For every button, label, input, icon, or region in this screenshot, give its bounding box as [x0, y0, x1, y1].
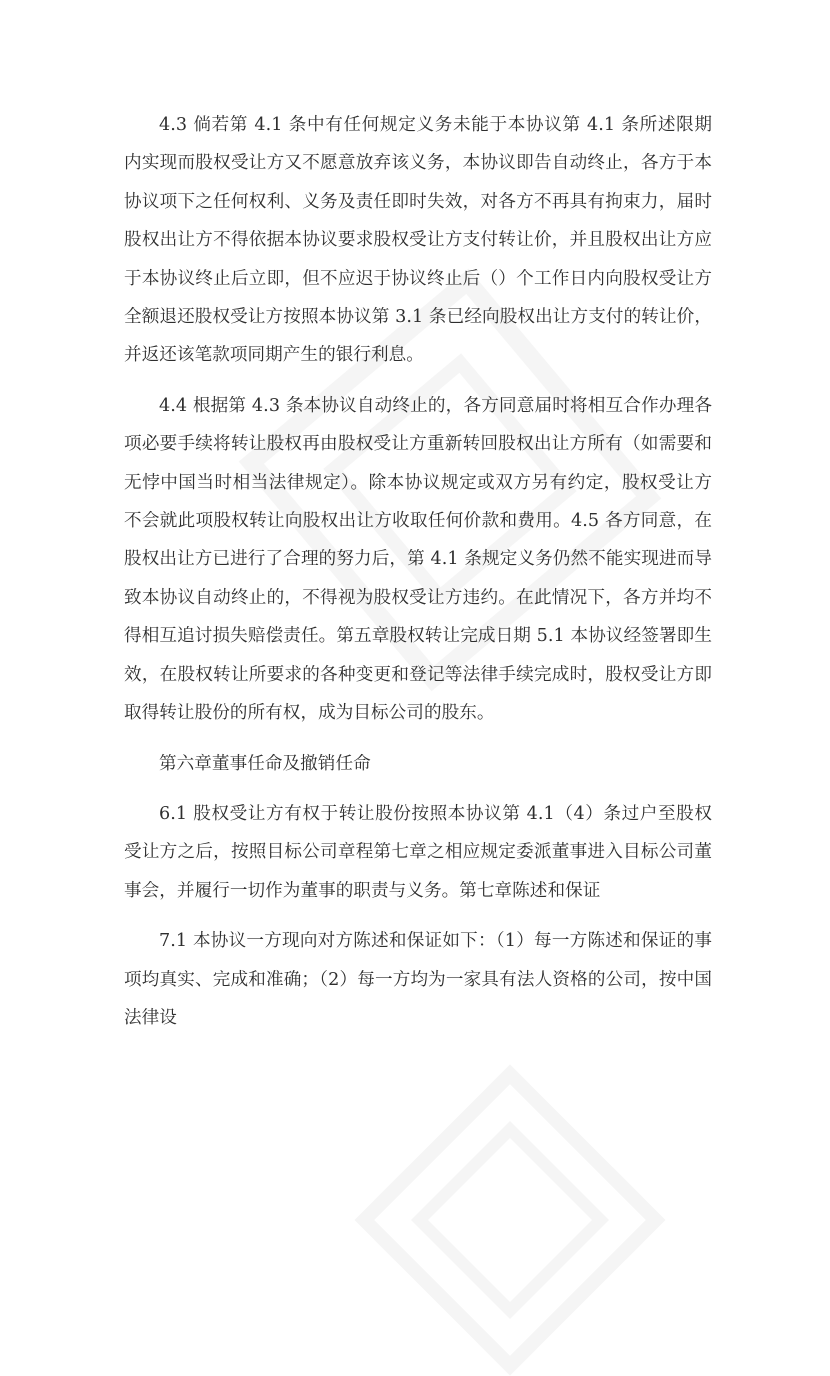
chapter-heading-6: 第六章董事任命及撤销任命: [159, 753, 371, 774]
paragraph-4-3: 4.3 倘若第 4.1 条中有任何规定义务未能于本协议第 4.1 条所述限期内实现而股权受让方又不愿意放弃该义务，本协议即告自动终止，各方于本协议项下之任何权利、义务及责任即时失效，对各方不再具有拘束力，届时 股权出让方不得依据本协议要求股权受让方支付转让价，并且股权出让方应于本协议终止后立即，但不应迟于协议终止后（）个工作日内向股权受让方全额退还股权受让方按照本协议第 3.1 条已经向股权出让方支付的转让价，并返还该笔款项同期产生的银行利息。: [124, 115, 712, 366]
paragraph-6-1: 6.1 股权受让方有权于转让股份按照本协议第 4.1（4）条过户至股权受让方之后，按照目标公司章程第七章之相应规定委派董事进入目标公司董事会，并履行一切作为董事的职责与义务。第七章陈述和保证: [124, 803, 712, 901]
watermark-stamp-icon: [354, 1064, 665, 1375]
paragraph-7-1: 7.1 本协议一方现向对方陈述和保证如下：（1）每一方陈述和保证的事项均真实、完成和准确；（2）每一方均为一家具有法人资格的公司，按中国法律设: [124, 931, 712, 1028]
document-body: [124, 106, 712, 1037]
paragraph-4-4: 4.4 根据第 4.3 条本协议自动终止的，各方同意届时将相互合作办理各项必要手续将转让股权再由股权受让方重新转回股权出让方所有（如需要和无悖中国当时相当法律规定）。除本协议规定或双方另有约定，股权受让方不会就此项股权转让向股权出让方收取任何价款和费用。4.5 各方同意，在股权出让方已进行了合理的努力后，第 4.1 条规定义务仍然不能实现进而导致本协议自动终止的，不得视为股权受让方违约。在此情况下，各方并均不得相互追讨损失赔偿责任。第五章股权转让完成日期 5.1 本协议经签署即生效，在股权转让所要求的各种变更和登记等法律手续完成时，股权受让方即取得转让股份的所有权，成为目标公司的股东。: [124, 395, 712, 724]
